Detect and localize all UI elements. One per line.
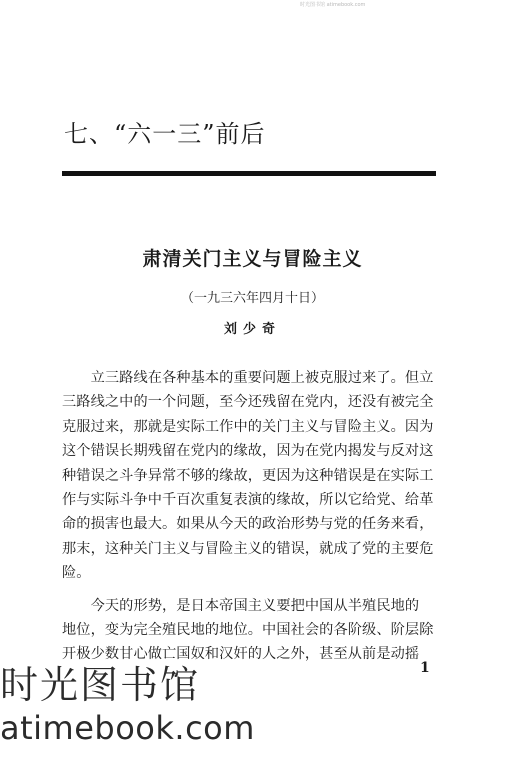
text-line: 那末，这种关门主义与冒险主义的错误，就成了党的主要危: [62, 540, 434, 557]
top-watermark: 时光图书馆 atimebook.com: [300, 2, 366, 8]
watermark-site-name: 时光图书馆: [0, 663, 201, 707]
section-heading: 七、“六一三”前后: [64, 120, 266, 148]
text-line: 险。: [62, 565, 91, 582]
watermark-site-url: atimebook.com: [0, 709, 255, 747]
paragraph-gap: [62, 586, 440, 594]
site-watermark: [0, 662, 260, 748]
page-number: 1: [420, 660, 430, 676]
text-line: 命的损害也最大。如果从今天的政治形势与党的任务来看，: [62, 516, 434, 533]
text-line: 地位，变为完全殖民地的地位。中国社会的各阶级、阶层除: [62, 621, 434, 638]
text-line: 开极少数甘心做亡国奴和汉奸的人之外，甚至从前是动摇: [62, 646, 420, 663]
text-line: 作与实际斗争中千百次重复表演的缘故，所以它给党、给革: [62, 491, 434, 508]
article-title: 肃清关门主义与冒险主义: [142, 248, 363, 270]
text-line: 三路线之中的一个问题，至今还残留在党内，还没有被完全: [62, 394, 434, 411]
text-line: 立三路线在各种基本的重要问题上被克服过来了。但立: [62, 370, 434, 386]
heading-rule: [62, 171, 436, 176]
text-line: 这个错误长期残留在党内的缘故，因为在党内揭发与反对这: [62, 443, 434, 460]
text-line: 种错误之斗争异常不够的缘故，更因为这种错误是在实际工: [62, 467, 434, 484]
text-line: 克服过来，那就是实际工作中的关门主义与冒险主义。因为: [62, 418, 434, 435]
paragraph: [62, 366, 440, 586]
paragraph: [62, 594, 440, 667]
article-body: [62, 366, 440, 667]
article-author: 刘少奇: [223, 322, 281, 337]
article-date: （一九三六年四月十日）: [180, 291, 324, 306]
text-line: 今天的形势，是日本帝国主义要把中国从半殖民地的: [62, 597, 420, 614]
